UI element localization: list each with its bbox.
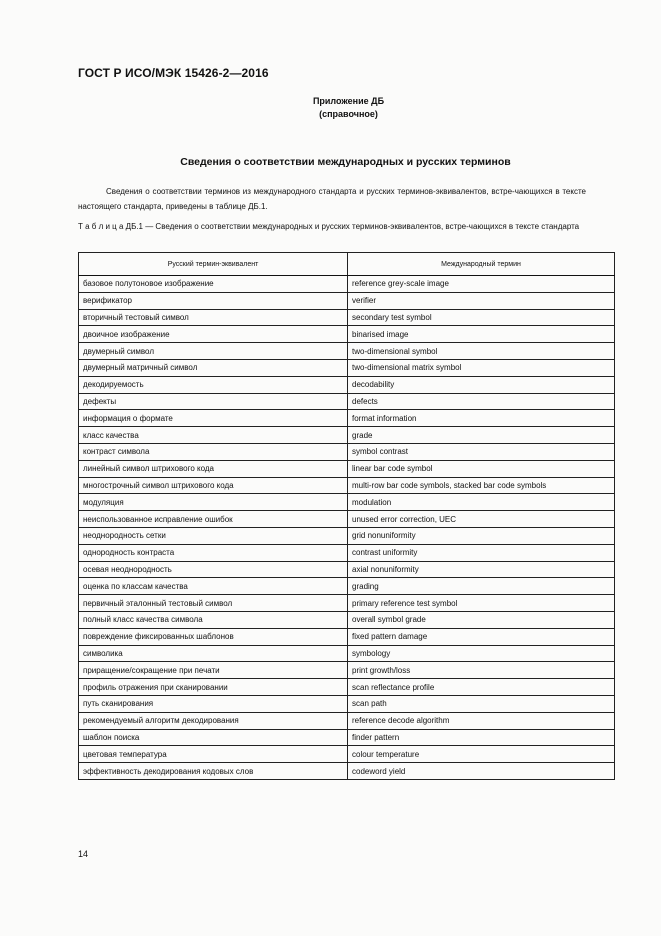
international-term-cell: colour temperature — [348, 746, 615, 763]
table-row — [79, 746, 615, 763]
international-term-cell: format information — [348, 410, 615, 427]
table-caption: Т а б л и ц а ДБ.1 — Сведения о соответствии международных и русских терминов-эквивалентов, встре-чающихся в тексте стандарта — [78, 222, 580, 231]
table-row — [79, 763, 615, 780]
table-row — [79, 611, 615, 628]
international-term-cell: modulation — [348, 494, 615, 511]
international-term-cell: multi-row bar code symbols, stacked bar code symbols — [348, 477, 615, 494]
russian-term-cell: осевая неоднородность — [79, 561, 348, 578]
russian-term-cell: верификатор — [79, 292, 348, 309]
russian-term-cell: линейный символ штрихового кода — [79, 460, 348, 477]
international-term-cell: grade — [348, 427, 615, 444]
russian-term-cell: эффективность декодирования кодовых слов — [79, 763, 348, 780]
column-header-international: Международный термин — [348, 253, 615, 276]
russian-term-cell: дефекты — [79, 393, 348, 410]
russian-term-cell: информация о формате — [79, 410, 348, 427]
table-header-row — [79, 253, 615, 276]
international-term-cell: primary reference test symbol — [348, 595, 615, 612]
annex-heading — [0, 95, 661, 121]
table-row — [79, 511, 615, 528]
international-term-cell: reference grey-scale image — [348, 276, 615, 293]
international-term-cell: contrast uniformity — [348, 544, 615, 561]
table-row — [79, 679, 615, 696]
international-term-cell: two-dimensional symbol — [348, 343, 615, 360]
russian-term-cell: цветовая температура — [79, 746, 348, 763]
table-row — [79, 628, 615, 645]
international-term-cell: grading — [348, 578, 615, 595]
terms-table-body — [79, 276, 615, 780]
table-row — [79, 527, 615, 544]
page-number: 14 — [78, 849, 89, 859]
section-title-text: Сведения о соответствии международных и русских терминов — [180, 156, 511, 168]
russian-term-cell: первичный эталонный тестовый символ — [79, 595, 348, 612]
table-row — [79, 578, 615, 595]
russian-term-cell: оценка по классам качества — [79, 578, 348, 595]
international-term-cell: linear bar code symbol — [348, 460, 615, 477]
russian-term-cell: рекомендуемый алгоритм декодирования — [79, 712, 348, 729]
international-term-cell: secondary test symbol — [348, 309, 615, 326]
russian-term-cell: символика — [79, 645, 348, 662]
international-term-cell: codeword yield — [348, 763, 615, 780]
table-row — [79, 662, 615, 679]
international-term-cell: symbology — [348, 645, 615, 662]
table-row — [79, 645, 615, 662]
international-term-cell: grid nonuniformity — [348, 527, 615, 544]
table-row — [79, 376, 615, 393]
international-term-cell: scan reflectance profile — [348, 679, 615, 696]
international-term-cell: defects — [348, 393, 615, 410]
russian-term-cell: шаблон поиска — [79, 729, 348, 746]
international-term-cell: binarised image — [348, 326, 615, 343]
international-term-cell: print growth/loss — [348, 662, 615, 679]
russian-term-cell: модуляция — [79, 494, 348, 511]
annex-subtitle: (справочное) — [319, 109, 378, 119]
international-term-cell: axial nonuniformity — [348, 561, 615, 578]
russian-term-cell: двумерный символ — [79, 343, 348, 360]
international-term-cell: unused error correction, UEC — [348, 511, 615, 528]
russian-term-cell: двумерный матричный символ — [79, 359, 348, 376]
russian-term-cell: класс качества — [79, 427, 348, 444]
table-row — [79, 309, 615, 326]
international-term-cell: verifier — [348, 292, 615, 309]
table-row — [79, 544, 615, 561]
table-row — [79, 695, 615, 712]
table-row — [79, 443, 615, 460]
column-header-russian: Русский термин-эквивалент — [79, 253, 348, 276]
table-row — [79, 276, 615, 293]
table-row — [79, 460, 615, 477]
russian-term-cell: многострочный символ штрихового кода — [79, 477, 348, 494]
table-row — [79, 494, 615, 511]
russian-term-cell: неиспользованное исправление ошибок — [79, 511, 348, 528]
international-term-cell: scan path — [348, 695, 615, 712]
international-term-cell: symbol contrast — [348, 443, 615, 460]
international-term-cell: two-dimensional matrix symbol — [348, 359, 615, 376]
annex-title: Приложение ДБ — [312, 96, 385, 106]
russian-term-cell: повреждение фиксированных шаблонов — [79, 628, 348, 645]
international-term-cell: fixed pattern damage — [348, 628, 615, 645]
table-row — [79, 595, 615, 612]
table-row — [79, 393, 615, 410]
russian-term-cell: однородность контраста — [79, 544, 348, 561]
russian-term-cell: путь сканирования — [79, 695, 348, 712]
table-row — [79, 477, 615, 494]
russian-term-cell: приращение/сокращение при печати — [79, 662, 348, 679]
russian-term-cell: неоднородность сетки — [79, 527, 348, 544]
section-title — [0, 156, 661, 168]
table-row — [79, 410, 615, 427]
russian-term-cell: базовое полутоновое изображение — [79, 276, 348, 293]
terms-table — [78, 252, 615, 780]
international-term-cell: overall symbol grade — [348, 611, 615, 628]
table-row — [79, 561, 615, 578]
document-header: ГОСТ Р ИСО/МЭК 15426-2—2016 — [78, 66, 269, 80]
russian-term-cell: полный класс качества символа — [79, 611, 348, 628]
russian-term-cell: контраст символа — [79, 443, 348, 460]
russian-term-cell: декодируемость — [79, 376, 348, 393]
table-row — [79, 292, 615, 309]
table-row — [79, 326, 615, 343]
international-term-cell: reference decode algorithm — [348, 712, 615, 729]
international-term-cell: finder pattern — [348, 729, 615, 746]
table-row — [79, 427, 615, 444]
international-term-cell: decodability — [348, 376, 615, 393]
table-row — [79, 729, 615, 746]
table-row — [79, 343, 615, 360]
table-row — [79, 359, 615, 376]
intro-paragraph: Сведения о соответствии терминов из международного стандарта и русских терминов-эквивалентов, встре-чающихся в тексте настоящего стандарта, приведены в таблице ДБ.1. — [78, 187, 586, 211]
table-row — [79, 712, 615, 729]
russian-term-cell: вторичный тестовый символ — [79, 309, 348, 326]
russian-term-cell: профиль отражения при сканировании — [79, 679, 348, 696]
russian-term-cell: двоичное изображение — [79, 326, 348, 343]
